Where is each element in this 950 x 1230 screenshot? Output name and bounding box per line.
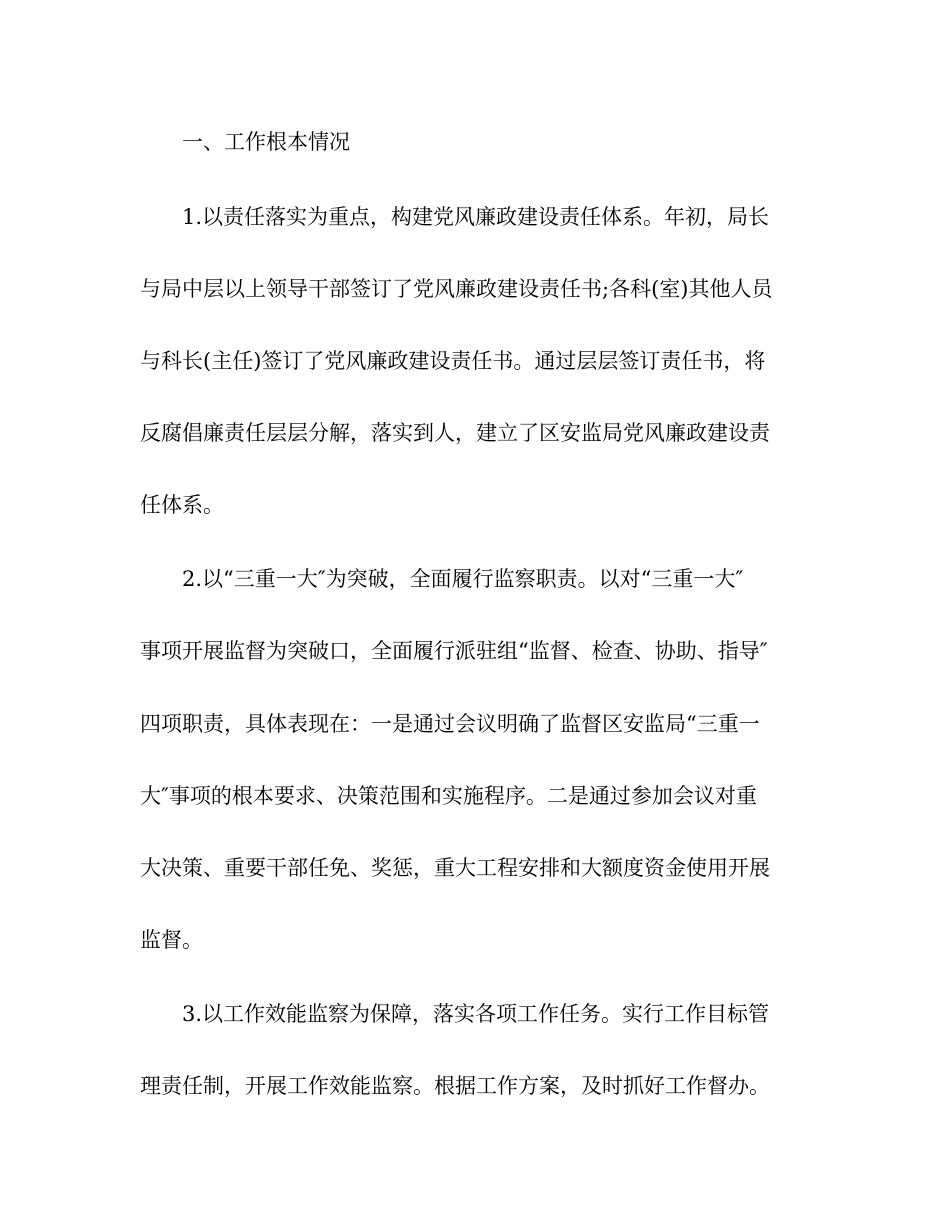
paragraph-2-line-3: 四项职责，具体表现在：一是通过会议明确了监督区安监局“三重一 xyxy=(140,712,760,736)
paragraph-2-line-1: 2.以“三重一大″为突破，全面履行监察职责。以对“三重一大″ xyxy=(182,567,744,591)
paragraph-3-line-2: 理责任制，开展工作效能监察。根据工作方案，及时抓好工作督办。 xyxy=(140,1074,770,1098)
paragraph-1-line-3: 与科长(主任)签订了党风廉政建设责任书。通过层层签订责任书，将 xyxy=(140,349,766,373)
section-heading: 一、工作根本情况 xyxy=(182,130,350,154)
paragraph-1-line-2: 与局中层以上领导干部签订了党风廉政建设责任书;各科(室)其他人员 xyxy=(140,277,773,301)
paragraph-3-line-1: 3.以工作效能监察为保障，落实各项工作任务。实行工作目标管 xyxy=(182,1002,770,1026)
paragraph-1-line-1: 1.以责任落实为重点，构建党风廉政建设责任体系。年初，局长 xyxy=(182,205,770,229)
paragraph-2-line-5: 大决策、重要干部任免、奖惩，重大工程安排和大额度资金使用开展 xyxy=(140,856,770,880)
paragraph-2-line-2: 事项开展监督为突破口，全面履行派驻组“监督、检查、协助、指导″ xyxy=(140,639,768,663)
paragraph-2-line-4: 大″事项的根本要求、决策范围和实施程序。二是通过参加会议对重 xyxy=(140,784,757,808)
paragraph-1-line-5: 任体系。 xyxy=(140,493,224,517)
paragraph-2-line-6: 监督。 xyxy=(140,928,203,952)
paragraph-1-line-4: 反腐倡廉责任层层分解，落实到人，建立了区安监局党风廉政建设责 xyxy=(140,421,770,445)
